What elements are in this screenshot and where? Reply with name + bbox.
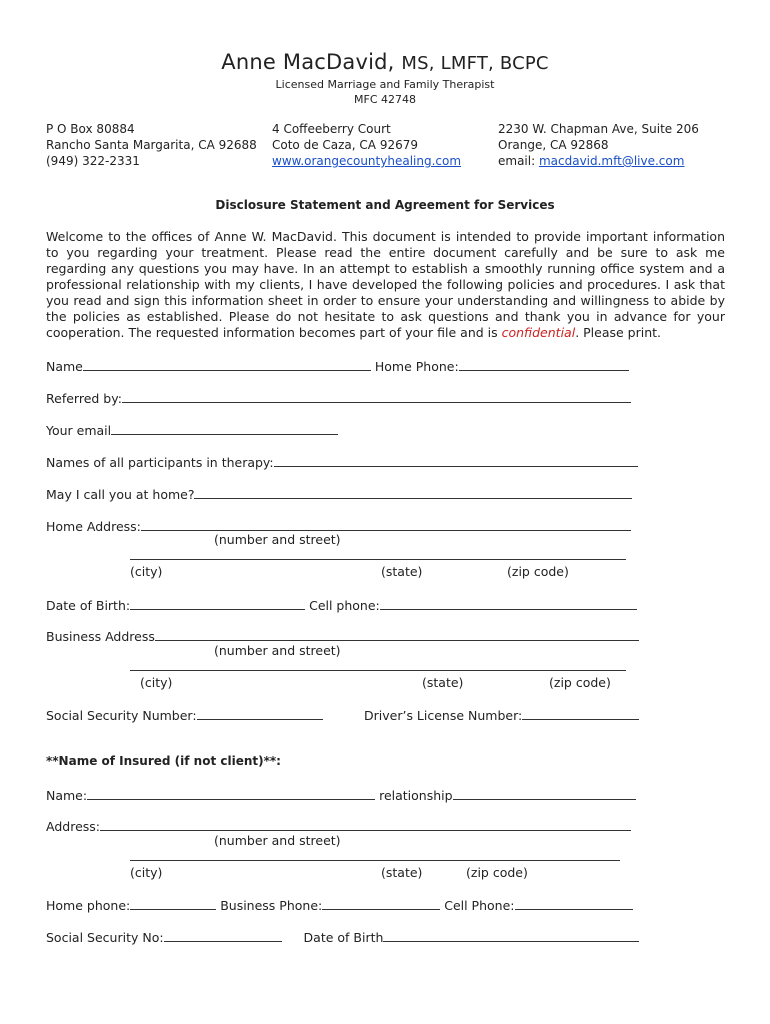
email-field[interactable] [111,421,338,435]
confidential-emphasis: confidential [501,325,576,340]
address-column-3 [498,121,699,169]
name-label: Name [46,359,83,374]
insured-name-label: Name: [46,788,88,803]
address-column-2 [272,121,461,169]
insured-address-label: Address: [46,819,100,834]
insured-cell-phone-label: Cell Phone: [444,898,515,913]
ssn-label: Social Security Number: [46,708,197,723]
call-home-field[interactable] [194,485,632,499]
call-home-label: May I call you at home? [46,487,195,502]
referred-by-label: Referred by: [46,391,122,406]
address-line: 2230 W. Chapman Ave, Suite 206 [498,122,699,136]
insured-ssn-label: Social Security No: [46,930,164,945]
email-row [46,421,338,438]
intro-text: Welcome to the offices of Anne W. MacDavid. This document is intended to provide important information to you regarding your treatment. Please read the entire document carefully and be sure to ask me regarding any questions you may have. In an attempt to establish a smoothly running office system and a professional relationship with my clients, I have developed the following policies and procedures. I ask that you read and sign this information sheet in order to ensure your understanding and willingness to abide by the policies as established. Please do not hesitate to ask questions and thank you in advance for your cooperation. The requested information becomes part of your file and is [46,229,725,340]
practitioner-name-text: Anne MacDavid, [221,50,395,74]
insured-cell-phone-field[interactable] [515,896,633,910]
address-line: Coto de Caza, CA 92679 [272,138,418,152]
cell-phone-label: Cell phone: [309,598,380,613]
address-line: 4 Coffeeberry Court [272,122,391,136]
email-line [498,153,699,169]
drivers-license-label: Driver’s License Number: [364,708,523,723]
address-line: Rancho Santa Margarita, CA 92688 [46,138,257,152]
city-hint: (city) [130,564,163,579]
home-address-line-2[interactable] [130,559,626,560]
number-street-hint: (number and street) [214,532,341,547]
number-street-hint: (number and street) [214,833,341,848]
practitioner-credentials: MS, LMFT, BCPC [401,53,549,74]
insured-home-phone-field[interactable] [130,896,216,910]
ssn-row [46,706,323,723]
insured-ssn-field[interactable] [164,928,282,942]
participants-field[interactable] [274,453,638,467]
dob-label: Date of Birth: [46,598,131,613]
insured-heading: **Name of Insured (if not client)**: [46,754,281,768]
insured-home-phone-label: Home phone: [46,898,131,913]
referred-row [46,389,631,406]
home-address-label: Home Address: [46,519,141,534]
insured-business-phone-label: Business Phone: [220,898,323,913]
insured-address-row [46,817,631,834]
practitioner-subtitle: Licensed Marriage and Family Therapist [275,78,495,91]
business-address-row [46,627,639,644]
practitioner-name [0,50,770,74]
name-row [46,357,629,374]
zip-hint: (zip code) [466,865,528,880]
insured-name-field[interactable] [87,786,375,800]
city-hint: (city) [140,675,173,690]
business-address-line-2[interactable] [130,670,626,671]
zip-hint: (zip code) [549,675,611,690]
insured-address-field[interactable] [100,817,631,831]
state-hint: (state) [381,865,423,880]
website-link[interactable]: www.orangecountyhealing.com [272,154,462,168]
home-phone-field[interactable] [459,357,629,371]
state-hint: (state) [422,675,464,690]
email-label: email: [498,154,539,168]
insured-dob-field[interactable] [383,928,639,942]
intro-end: . Please print. [575,325,662,340]
participants-row [46,453,638,470]
relationship-label: relationship [379,788,453,803]
drivers-license-row [364,706,639,723]
dob-field[interactable] [130,596,305,610]
intro-paragraph [46,229,725,341]
city-hint: (city) [130,865,163,880]
number-street-hint: (number and street) [214,643,341,658]
insured-name-row [46,786,636,803]
relationship-field[interactable] [453,786,636,800]
dob-row [46,596,637,613]
address-line: Orange, CA 92868 [498,138,609,152]
insured-address-line-2[interactable] [130,860,620,861]
participants-label: Names of all participants in therapy: [46,455,274,470]
ssn-field[interactable] [197,706,323,720]
referred-by-field[interactable] [122,389,631,403]
phone-number: (949) 322-2331 [46,154,140,168]
business-address-label: Business Address [46,629,155,644]
insured-business-phone-field[interactable] [322,896,440,910]
insured-phones-row [46,896,633,913]
state-hint: (state) [381,564,423,579]
name-field[interactable] [83,357,371,371]
home-address-field[interactable] [141,517,631,531]
insured-dob-label: Date of Birth [303,930,384,945]
email-link[interactable]: macdavid.mft@live.com [538,154,685,168]
cell-phone-field[interactable] [380,596,637,610]
insured-ssn-dob-row [46,928,639,945]
call-home-row [46,485,632,502]
address-column-1 [46,121,257,169]
business-address-field[interactable] [155,627,639,641]
zip-hint: (zip code) [507,564,569,579]
email-label-form: Your email [46,423,112,438]
document-title: Disclosure Statement and Agreement for Services [215,198,555,212]
drivers-license-field[interactable] [522,706,639,720]
home-phone-label: Home Phone: [374,359,459,374]
address-line: P O Box 80884 [46,122,135,136]
license-number: MFC 42748 [354,93,416,106]
